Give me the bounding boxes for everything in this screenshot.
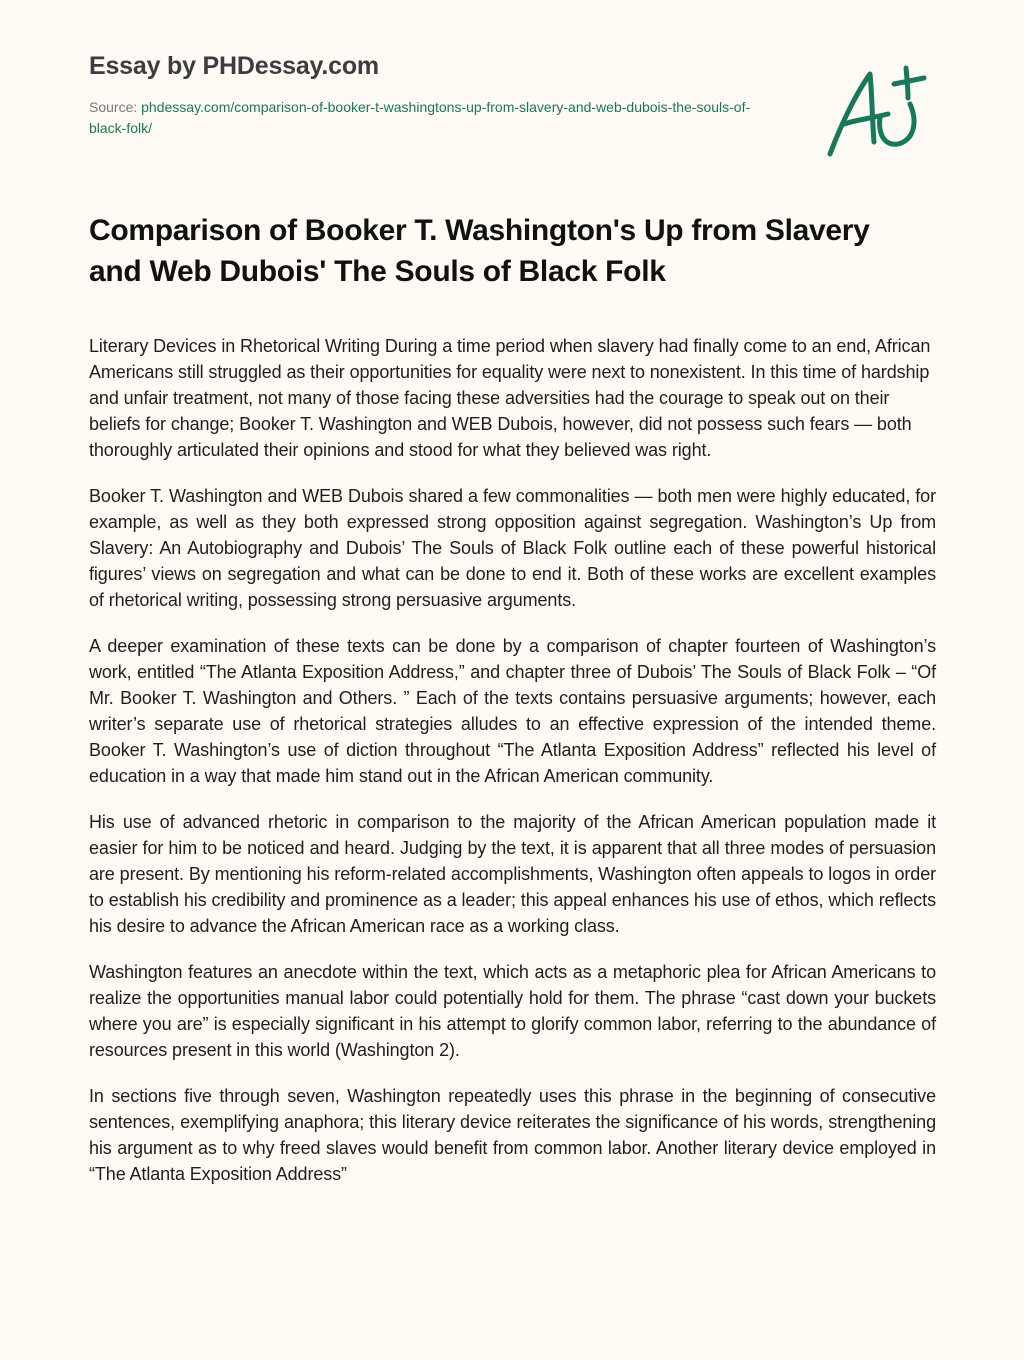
a-plus-grade-icon	[822, 62, 932, 162]
essay-title: Comparison of Booker T. Washington's Up from Slavery and Web Dubois' The Souls of Black Folk	[89, 214, 870, 288]
source-line	[89, 97, 769, 139]
essay-paragraph: His use of advanced rhetoric in comparison to the majority of the African American population made it easier for him to be noticed and heard. Judging by the text, it is apparent that all three modes of persuasion are present. By mentioning his reform-related accomplishments, Washington often appeals to logos in order to establish his credibility and prominence as a leader; this appeal enhances his use of ethos, which reflects his desire to advance the African American race as a working class.	[89, 812, 936, 936]
essay-body	[89, 333, 936, 1207]
source-label: Source:	[89, 99, 142, 115]
essay-paragraph: A deeper examination of these texts can be done by a comparison of chapter fourteen of Washington’s work, entitled “The Atlanta Exposition Address,” and chapter three of Dubois’ The Souls of Black Folk – “Of Mr. Booker T. Washington and Others. ” Each of the texts contains persuasive arguments; however, each writer’s separate use of rhetorical strategies alludes to an effective expression of the intended theme. Booker T. Washington’s use of diction throughout “The Atlanta Exposition Address” reflected his level of education in a way that made him stand out in the African American community.	[89, 636, 936, 786]
essay-paragraph: Literary Devices in Rhetorical Writing During a time period when slavery had finally come to an end, African Americans still struggled as their opportunities for equality were next to nonexistent. In this time of hardship and unfair treatment, not many of those facing these adversities had the courage to speak out on their beliefs for change; Booker T. Washington and WEB Dubois, however, did not possess such fears — both thoroughly articulated their opinions and stood for what they believed was right.	[89, 336, 931, 460]
source-link[interactable]: phdessay.com/comparison-of-booker-t-washingtons-up-from-slavery-and-web-dubois-the-souls-of-black-folk/	[89, 99, 751, 136]
site-title: Essay by PHDessay.com	[89, 52, 379, 80]
essay-paragraph: In sections five through seven, Washington repeatedly uses this phrase in the beginning of consecutive sentences, exemplifying anaphora; this literary device reiterates the significance of his words, strengthening his argument as to why freed slaves would benefit from common labor. Another literary device employed in “The Atlanta Exposition Address”	[89, 1086, 936, 1184]
page-header	[89, 50, 789, 139]
essay-paragraph: Washington features an anecdote within the text, which acts as a metaphoric plea for African Americans to realize the opportunities manual labor could potentially hold for them. The phrase “cast down your buckets where you are” is especially significant in his attempt to glorify common labor, referring to the abundance of resources present in this world (Washington 2).	[89, 962, 936, 1060]
essay-paragraph: Booker T. Washington and WEB Dubois shared a few commonalities — both men were highly educated, for example, as well as they both expressed strong opposition against segregation. Washington’s Up from Slavery: An Autobiography and Dubois’ The Souls of Black Folk outline each of these powerful historical figures’ views on segregation and what can be done to end it. Both of these works are excellent examples of rhetorical writing, possessing strong persuasive arguments.	[89, 486, 936, 610]
